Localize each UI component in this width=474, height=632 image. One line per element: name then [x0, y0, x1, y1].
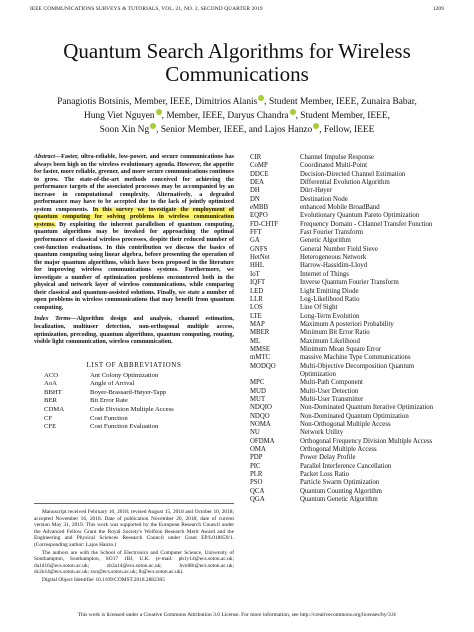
- abbreviation-definition: Angle of Arrival: [90, 380, 135, 388]
- abbreviation-row: [250, 162, 444, 170]
- abstract-text-1: —Faster, ultra-reliable, low-power, and secure communications has always been high on the wireless evolutionary agenda. However, the appetite for faster, more reliable, greener, and more secure communications continues to grow. The state-of-the-art methods conceived for achieving the performance targets of the associated processes may be accompanied by an increase in computational complexity. Alternatively, a degraded performance may have to be accepted due to the lack of jointly optimized system components.: [34, 154, 234, 213]
- abbreviation-definition: Differential Evolution Algorithm: [300, 179, 390, 187]
- abbreviation-row: [250, 496, 444, 504]
- abbreviation-row: [250, 154, 444, 162]
- index-terms-label: Index Terms: [34, 316, 71, 323]
- abbreviation-row: [34, 406, 234, 415]
- abbreviation-definition: Multi-User Detection: [300, 387, 359, 395]
- abbreviation-definition: Cost Function: [90, 414, 128, 422]
- abbreviation-row: [250, 479, 444, 487]
- abbreviation-term: FFT: [250, 229, 262, 237]
- abbreviation-row: [250, 171, 444, 179]
- author-text: , Student Member, IEEE, Zunaira Babar,: [264, 97, 417, 107]
- abbreviation-term: MUT: [250, 395, 266, 403]
- abbreviation-definition: General Number Field Sieve: [300, 245, 378, 253]
- abbreviation-definition: Coordinated Multi-Point: [300, 162, 368, 170]
- abbreviation-row: [250, 404, 444, 412]
- abbreviation-term: OFDMA: [250, 437, 275, 445]
- abbreviation-definition: Non-Dominated Quantum Iterative Optimization: [300, 404, 434, 412]
- author-text: Hung Viet Nguyen: [84, 111, 155, 122]
- abbreviation-definition: Heterogeneous Network: [300, 254, 367, 262]
- abbreviation-term: MPC: [250, 379, 265, 387]
- abbreviation-definition: Decision-Directed Channel Estimation: [300, 170, 406, 178]
- abbreviation-row: [250, 271, 444, 279]
- abbreviation-definition: Multi-User Transmitter: [300, 395, 364, 403]
- author-list: [40, 95, 434, 138]
- abbreviation-term: LOS: [250, 304, 263, 312]
- abbreviation-definition: Destination Node: [300, 195, 348, 203]
- abbreviation-row: [250, 296, 444, 304]
- running-head: [30, 6, 444, 16]
- abbreviation-definition: Boyer-Brassard-Høyer-Tapp: [90, 388, 167, 396]
- abbreviation-term: MODQO: [250, 362, 276, 370]
- abbreviation-row: [250, 204, 444, 212]
- abbreviation-row: [250, 304, 444, 312]
- abbreviation-list-right: [250, 154, 444, 504]
- author-line-1: [40, 95, 434, 109]
- abbreviation-definition: Log-Likelihood Ratio: [300, 295, 360, 303]
- abbreviation-row: [250, 288, 444, 296]
- abbreviation-row: [250, 279, 444, 287]
- abbreviations-heading: LIST OF ABBREVIATIONS: [86, 360, 182, 369]
- abbreviation-definition: Cost Function Evaluation: [90, 423, 159, 431]
- abbreviation-definition: Non-Dominated Quantum Optimization: [300, 412, 409, 420]
- abbreviation-row: [34, 389, 234, 398]
- abbreviation-term: NOMA: [250, 421, 271, 428]
- abbreviation-term: NDQO: [250, 412, 270, 420]
- abbreviation-row: [250, 388, 444, 396]
- abbreviation-term: EQPO: [250, 212, 268, 220]
- abbreviation-definition: Long-Term Evolution: [300, 312, 360, 320]
- footnote-manuscript: Manuscript received February 10, 2018; revised August 15, 2018 and October 10, 2018; accepted November 16, 2018. Date of publication November 20, 2018; date of current version May 31, 2019. This work was supported by the European Research Council under the Advanced Fellow Grant the Royal Society's Wolfson Research Merit Award and the Engineering and Physical Sciences Research Council under Grant EP/L018659/1. (Corresponding author: Lajos Hanzo.): [34, 509, 234, 548]
- abbreviation-row: [34, 372, 234, 381]
- abbreviation-row: [250, 488, 444, 496]
- abbreviation-definition: enhanced Mobile BroadBand: [300, 204, 380, 212]
- abbreviation-row: [250, 421, 444, 429]
- abbreviation-definition: Minimum Bit Error Ratio: [300, 329, 370, 337]
- abbreviation-term: CoMP: [250, 162, 268, 170]
- abbreviation-row: [34, 415, 234, 424]
- author-text: , Student Member, IEEE,: [295, 111, 390, 122]
- abbreviation-row: [34, 423, 234, 432]
- author-line-2: [40, 109, 434, 123]
- abbreviation-term: ACO: [44, 371, 59, 379]
- abbreviation-definition: Non-Orthogonal Multiple Access: [300, 421, 391, 428]
- abbreviation-row: [250, 329, 444, 337]
- abbreviation-term: CFE: [44, 423, 57, 431]
- abbreviation-definition: Bit Error Rate: [90, 397, 128, 405]
- abbreviation-definition: Orthogonal Multiple Access: [300, 446, 377, 454]
- abbreviation-row: [250, 354, 444, 362]
- abbreviation-row: [250, 212, 444, 220]
- abbreviation-term: QCA: [250, 487, 265, 495]
- abbreviation-row: [250, 229, 444, 237]
- abbreviation-definition: Channel Impulse Response: [300, 154, 374, 161]
- abbreviation-row: [250, 321, 444, 329]
- author-text: , Fellow, IEEE: [319, 125, 375, 136]
- abbreviation-term: PDP: [250, 454, 263, 462]
- abbreviation-definition: Parallel Interference Cancellation: [300, 462, 392, 470]
- abbreviation-row: [250, 179, 444, 187]
- abbreviation-row: [250, 196, 444, 204]
- author-text: Soon Xin Ng: [99, 125, 150, 136]
- author-text: , Member, IEEE, Daryus Chandra: [161, 111, 289, 122]
- abbreviation-definition: Frequency Domain - CHannel Transfer Function: [300, 220, 433, 228]
- abbreviation-term: GA: [250, 237, 260, 245]
- highlighted-text: In this survey we investigate the employment of quantum computing for solving problems in wireless communication systems.: [34, 206, 235, 228]
- abstract-label: Abstract: [34, 154, 55, 160]
- abbreviation-row: [34, 397, 234, 406]
- footnotes: [34, 503, 234, 585]
- abstract: [34, 154, 234, 312]
- abbreviation-definition: Light Emitting Diode: [300, 287, 359, 295]
- abbreviation-definition: Quantum Counting Algorithm: [300, 487, 382, 495]
- abbreviation-term: LTE: [250, 312, 262, 320]
- license-notice: This work is licensed under a Creative Commons Attribution 3.0 License. For more information, see http://creativecommons.org/licenses/by/3.0/: [77, 612, 397, 618]
- abbreviation-list-left: [34, 372, 234, 432]
- abbreviation-row: [250, 446, 444, 454]
- abbreviation-term: GNFS: [250, 245, 268, 253]
- abbreviation-term: AoA: [44, 380, 58, 388]
- left-column: [34, 154, 234, 432]
- abbreviation-definition: Genetic Algorithm: [300, 237, 351, 245]
- abbreviation-definition: Power Delay Profile: [300, 454, 356, 462]
- abbreviation-definition: Code Division Multiple Access: [90, 406, 174, 414]
- abbreviation-definition: Quantum Genetic Algorithm: [300, 496, 378, 504]
- abbreviation-term: PSO: [250, 479, 263, 487]
- abbreviation-term: HHL: [250, 262, 264, 270]
- abbreviation-definition: Minimum Mean Square Error: [300, 345, 381, 353]
- abbreviation-definition: Network Utility: [300, 429, 344, 437]
- abbreviation-term: NDQIO: [250, 404, 272, 412]
- abbreviation-row: [250, 429, 444, 437]
- abbreviation-term: BER: [44, 397, 58, 405]
- abbreviation-row: [250, 254, 444, 262]
- abbreviation-term: ML: [250, 337, 261, 345]
- abbreviation-term: IoT: [250, 270, 260, 278]
- abbreviation-term: MBER: [250, 329, 270, 337]
- abbreviation-term: DN: [250, 195, 260, 203]
- abbreviation-term: LLR: [250, 295, 263, 303]
- author-line-3: [40, 123, 434, 137]
- abbreviation-definition: massive Machine Type Communications: [300, 354, 411, 362]
- abbreviation-term: LED: [250, 287, 264, 295]
- abbreviation-row: [250, 454, 444, 462]
- abbreviation-term: PIC: [250, 462, 261, 470]
- abbreviation-definition: Ant Colony Optimization: [90, 371, 159, 379]
- abbreviation-definition: Dürr-Høyer: [300, 187, 332, 195]
- abbreviation-term: CDMA: [44, 406, 65, 414]
- abbreviation-term: PLR: [250, 471, 263, 479]
- footnote-affiliation: The authors are with the School of Electronics and Computer Science, University of Southampton, Southampton, SO17 1BJ, U.K. (e-mail: pb1y14@ecs.soton.ac.uk; da1d16@ecs.soton.ac.uk; zb2a14@ecs.soton.ac.uk; hvn08r@ecs.soton.ac.uk; dc2n14@ecs.soton.ac.uk; sxn@ecs.soton.ac.uk; lh@ecs.soton.ac.uk).: [34, 549, 234, 576]
- abbreviation-row: [250, 438, 444, 446]
- abbreviation-definition: Inverse Quantum Fourier Transform: [300, 279, 399, 287]
- abbreviation-definition: Evolutionary Quantum Pareto Optimization: [300, 212, 420, 220]
- abbreviation-term: MUD: [250, 387, 266, 395]
- abbreviation-term: CF: [44, 414, 53, 422]
- abbreviation-row: [250, 313, 444, 321]
- abbreviation-term: NU: [250, 429, 260, 437]
- abbreviation-definition: Harrow-Hassidim-Lloyd: [300, 262, 368, 270]
- abbreviation-term: MMSE: [250, 345, 271, 353]
- abbreviation-row: [250, 471, 444, 479]
- abbreviation-definition: Maximum Likelihood: [300, 337, 360, 345]
- abbreviation-term: DH: [250, 187, 260, 195]
- author-text: , Senior Member, IEEE, and Lajos Hanzo: [156, 125, 313, 136]
- abbreviation-row: [250, 221, 444, 229]
- abbreviation-row: [250, 262, 444, 270]
- abbreviation-term: CIR: [250, 154, 262, 161]
- abbreviation-definition: Fast Fourier Transform: [300, 229, 364, 237]
- abbreviation-definition: Particle Swarm Optimization: [300, 479, 380, 487]
- abbreviation-definition: Multi-Path Component: [300, 379, 363, 387]
- abbreviation-definition: Packet Loss Ratio: [300, 471, 350, 479]
- abbreviation-row: [250, 237, 444, 245]
- abbreviation-term: HetNet: [250, 254, 270, 262]
- right-column: [250, 154, 444, 504]
- abstract-text-2: By exploiting the inherent parallelism of quantum computing, quantum algorithms may be invoked for approaching the optimal performance of classical wireless processes, despite their reduced number of cost-function evaluations. In this contribution we discuss the basics of quantum computing using linear algebra, before presenting the operation of the major quantum algorithms, which have been proposed in the literature for improving wireless communications systems. Furthermore, we investigate a number of optimization problems encountered both in the physical and network layer of wireless communications, while comparing their classical and quantum-assisted solutions. Finally, we state a number of open problems in wireless communications that may benefit from quantum computing.: [34, 221, 234, 311]
- abbreviation-term: mMTC: [250, 354, 271, 362]
- abbreviation-row: [250, 379, 444, 387]
- paper-title: Quantum Search Algorithms for Wireless Communications: [63, 39, 411, 86]
- abbreviation-term: DEA: [250, 179, 264, 187]
- abbreviation-row: [250, 187, 444, 195]
- abbreviation-row: [250, 363, 444, 380]
- abbreviation-definition: Multi-Objective Decomposition Quantum Optimization: [300, 362, 415, 378]
- index-terms: [34, 316, 234, 346]
- abbreviation-term: IQFT: [250, 279, 266, 287]
- abbreviation-row: [250, 463, 444, 471]
- abbreviation-row: [250, 346, 444, 354]
- abbreviation-term: DDCE: [250, 170, 269, 178]
- abbreviation-row: [250, 396, 444, 404]
- abbreviation-definition: Orthogonal Frequency Division Multiple Access: [300, 437, 433, 445]
- abbreviation-definition: Maximum A posteriori Probability: [300, 320, 394, 328]
- abbreviation-term: QGA: [250, 496, 265, 504]
- index-terms-text: —Algorithm design and analysis, channel estimation, localization, multiuser detection, non-orthogonal multiple access, optimization, precoding, quantum algorithms, quantum computing, routing, visible light communication, wireless communication.: [34, 316, 235, 346]
- page-number: 1209: [432, 6, 444, 12]
- journal-header: IEEE COMMUNICATIONS SURVEYS & TUTORIALS, VOL. 21, NO. 2, SECOND QUARTER 2019: [30, 6, 263, 12]
- abbreviation-term: eMBB: [250, 204, 269, 212]
- abbreviation-term: OMA: [250, 446, 266, 454]
- abbreviation-definition: Line Of Sight: [300, 304, 338, 312]
- abbreviation-term: FD-CHTF: [250, 220, 279, 228]
- abbreviation-row: [250, 413, 444, 421]
- abbreviation-term: BBHT: [44, 388, 62, 396]
- abbreviation-definition: Internet of Things: [300, 270, 349, 278]
- abbreviation-row: [250, 338, 444, 346]
- abbreviation-row: [34, 380, 234, 389]
- author-text: Panagiotis Botsinis, Member, IEEE, Dimitrios Alanis: [57, 97, 258, 107]
- footnote-doi: Digital Object Identifier 10.1109/COMST.2018.2882385: [42, 576, 165, 583]
- abbreviation-term: MAP: [250, 320, 265, 328]
- abbreviation-row: [250, 246, 444, 254]
